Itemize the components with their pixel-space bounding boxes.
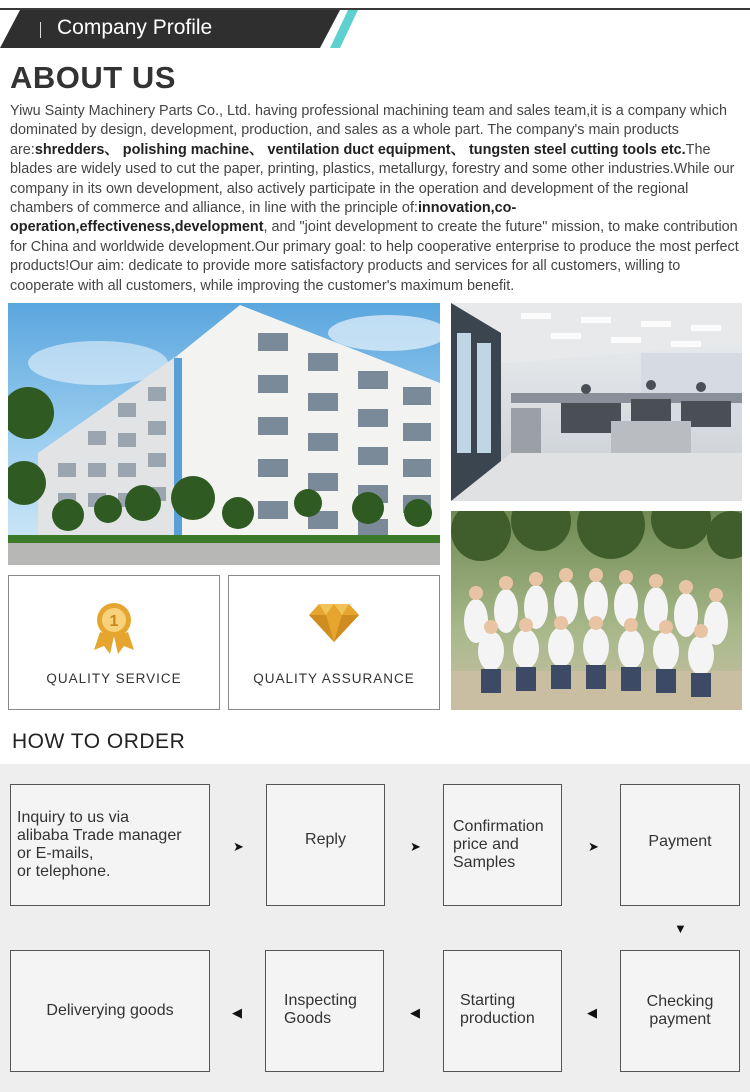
step-confirmation-line2: price and: [453, 836, 519, 853]
step-checking-payment: [620, 950, 740, 1072]
step-starting-production: [443, 950, 562, 1072]
step-inquiry-line1: Inquiry to us via: [17, 809, 130, 826]
order-flow: [0, 764, 750, 1092]
banner-title: Company Profile: [57, 16, 213, 39]
arrow-right-icon: ➤: [410, 839, 421, 854]
section-banner: [0, 8, 360, 46]
about-text: [10, 102, 740, 296]
banner-divider: [40, 22, 41, 38]
arrow-left-icon: ◀: [587, 1005, 597, 1020]
step-inspecting-line1: Inspecting: [284, 992, 357, 1009]
step-inquiry: [10, 784, 210, 906]
step-payment: [620, 784, 740, 906]
step-reply-line1: Reply: [305, 831, 346, 848]
about-text-part1: Yiwu Sainty Machinery Parts Co., Ltd. having professional machining team and sales team,it is a company which dominated by design, development, production, and sales as a whole part. The company's main products are:: [10, 103, 727, 158]
team-photo: [451, 511, 742, 710]
medal-icon: [92, 602, 136, 654]
building-illustration: [8, 303, 440, 565]
arrow-down-icon: ▼: [674, 921, 687, 936]
quality-assurance-card: [228, 575, 440, 710]
step-checking-line1: Checking: [646, 993, 714, 1010]
about-text-principles: innovation,co-operation,effectiveness,development: [10, 200, 517, 236]
quality-assurance-label: QUALITY ASSURANCE: [253, 671, 415, 686]
about-text-part3: , and "joint development to create the future" mission, to make contribution for China and worldwide development.Our primary goal: to help cooperative enterprise to produce the most perfect products!Our aim: dedicate to provide more satisfactory products and services for all customers, willing to cooperate with all customers, while improving the customer's maximum benefit.: [10, 219, 739, 294]
arrow-left-icon: ◀: [410, 1005, 420, 1020]
office-photo: [451, 303, 742, 501]
banner-top-line: [0, 8, 750, 10]
diamond-icon: [309, 602, 359, 642]
step-delivering-line1: Deliverying goods: [46, 1002, 174, 1019]
building-photo: [8, 303, 440, 565]
step-inspecting-goods: [265, 950, 384, 1072]
about-title: ABOUT US: [10, 60, 176, 95]
step-inquiry-line3: or E-mails,: [17, 845, 94, 862]
office-illustration: [451, 303, 742, 501]
step-inspecting-line2: Goods: [284, 1010, 332, 1027]
team-illustration: [451, 511, 742, 710]
quality-service-card: [8, 575, 220, 710]
step-delivering-goods: [10, 950, 210, 1072]
step-inquiry-line4: or telephone.: [17, 863, 111, 880]
about-text-part2: The blades are widely used to cut the paper, printing, plastics, metallurgy, forestry and some other industries.While our company in its own development, also actively participate in the operation and development of the regional chambers of commerce and alliance, in line with the principle of:: [10, 141, 735, 217]
step-inquiry-line2: alibaba Trade manager: [17, 827, 182, 844]
quality-service-label: QUALITY SERVICE: [46, 671, 182, 686]
step-starting-line2: production: [460, 1010, 535, 1027]
step-confirmation-line1: Confirmation: [453, 818, 544, 835]
step-confirmation-line3: Samples: [453, 854, 516, 871]
step-checking-line2: payment: [649, 1011, 711, 1028]
about-text-products: shredders、 polishing machine、 ventilation duct equipment、 tungsten steel cutting tools etc.: [34, 141, 686, 158]
step-reply: [266, 784, 385, 906]
step-confirmation: [443, 784, 562, 906]
how-to-order-title: HOW TO ORDER: [12, 730, 186, 753]
medal-number: 1: [109, 613, 119, 630]
arrow-right-icon: ➤: [588, 839, 599, 854]
arrow-left-icon: ◀: [232, 1005, 242, 1020]
step-payment-line1: Payment: [648, 833, 712, 850]
step-starting-line1: Starting: [460, 992, 516, 1009]
arrow-right-icon: ➤: [233, 839, 244, 854]
